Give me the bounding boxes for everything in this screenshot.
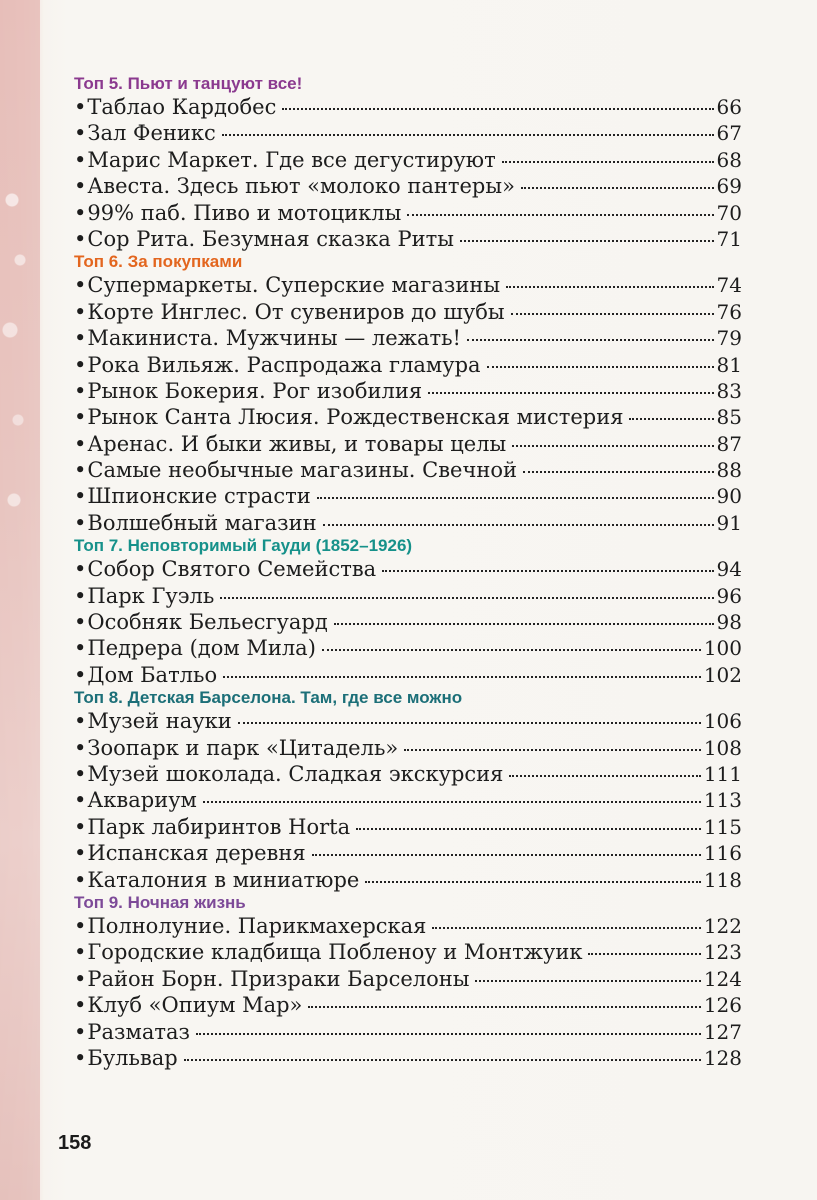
toc-entry[interactable] <box>74 431 742 457</box>
entry-title: Район Борн. Призраки Барселоны <box>87 966 470 991</box>
dot-leader <box>404 749 701 751</box>
entry-title: Авеста. Здесь пьют «молоко пантеры» <box>87 174 515 199</box>
bullet-icon: • <box>74 378 87 403</box>
toc-entry[interactable] <box>74 404 742 430</box>
toc-entry[interactable] <box>74 457 742 483</box>
bullet-icon: • <box>74 761 87 786</box>
dot-leader <box>365 881 700 883</box>
entry-title: Музей науки <box>87 709 232 734</box>
entry-page-number: 85 <box>716 405 742 430</box>
entry-title: Макиниста. Мужчины — лежать! <box>87 326 461 351</box>
entry-page-number: 68 <box>716 147 742 172</box>
entry-title: Испанская деревня <box>87 841 306 866</box>
entry-page-number: 122 <box>703 913 742 938</box>
toc-entry[interactable] <box>74 867 742 893</box>
toc-section <box>74 536 742 688</box>
dot-leader <box>521 187 714 189</box>
dot-leader <box>512 445 713 447</box>
toc-entry[interactable] <box>74 840 742 866</box>
dot-leader <box>223 676 701 678</box>
dot-leader <box>184 1059 701 1061</box>
entry-title: Бульвар <box>87 1045 178 1070</box>
dot-leader <box>203 801 701 803</box>
entry-title: Музей шоколада. Сладкая экскурсия <box>87 761 504 786</box>
bullet-icon: • <box>74 299 87 324</box>
entry-page-number: 98 <box>716 610 742 635</box>
entry-title: Городские кладбища Побленоу и Монтжуик <box>87 940 583 965</box>
bullet-icon: • <box>74 993 87 1018</box>
entry-page-number: 67 <box>716 121 742 146</box>
toc-entry[interactable] <box>74 735 742 761</box>
toc-entry[interactable] <box>74 913 742 939</box>
entry-title: Парк лабиринтов Horta <box>87 814 351 839</box>
entry-page-number: 113 <box>703 788 742 813</box>
entry-page-number: 71 <box>716 226 742 251</box>
dot-leader <box>460 240 714 242</box>
dot-leader <box>467 339 714 341</box>
bullet-icon: • <box>74 121 87 146</box>
entry-page-number: 76 <box>716 299 742 324</box>
section-title: Топ 6. За покупками <box>74 252 243 272</box>
toc-section <box>74 688 742 893</box>
dot-leader <box>629 418 713 420</box>
entry-title: Рынок Санта Люсия. Рождественская мистерия <box>87 405 624 430</box>
entry-page-number: 127 <box>703 1019 742 1044</box>
toc-entry[interactable] <box>74 483 742 509</box>
bullet-icon: • <box>74 735 87 760</box>
dot-leader <box>334 623 714 625</box>
dot-leader <box>196 1033 701 1035</box>
entry-page-number: 118 <box>703 867 742 892</box>
entry-page-number: 79 <box>716 326 742 351</box>
entry-page-number: 108 <box>703 735 742 760</box>
toc-entry[interactable] <box>74 226 742 252</box>
bullet-icon: • <box>74 1045 87 1070</box>
entry-title: Особняк Бельесгуард <box>87 610 328 635</box>
entry-title: Корте Инглес. От сувениров до шубы <box>87 299 505 324</box>
bullet-icon: • <box>74 147 87 172</box>
bullet-icon: • <box>74 662 87 687</box>
bullet-icon: • <box>74 814 87 839</box>
toc-entry[interactable] <box>74 662 742 688</box>
entry-page-number: 115 <box>703 814 742 839</box>
toc-entry[interactable] <box>74 325 742 351</box>
entry-page-number: 74 <box>716 273 742 298</box>
bullet-icon: • <box>74 174 87 199</box>
toc-entry[interactable] <box>74 1019 742 1045</box>
dot-leader <box>511 313 714 315</box>
bullet-icon: • <box>74 940 87 965</box>
page-number: 158 <box>58 1132 92 1154</box>
table-of-contents <box>74 74 742 1071</box>
dot-leader <box>282 108 713 110</box>
bullet-icon: • <box>74 557 87 582</box>
bullet-icon: • <box>74 273 87 298</box>
entry-page-number: 66 <box>716 95 742 119</box>
toc-entry[interactable] <box>74 609 742 635</box>
entry-title: Зал Феникс <box>87 121 216 146</box>
bullet-icon: • <box>74 709 87 734</box>
toc-section <box>74 252 742 536</box>
bullet-icon: • <box>74 636 87 661</box>
bullet-icon: • <box>74 867 87 892</box>
toc-entry[interactable] <box>74 352 742 378</box>
entry-page-number: 124 <box>703 966 742 991</box>
dot-leader <box>317 497 714 499</box>
bullet-icon: • <box>74 95 87 119</box>
bullet-icon: • <box>74 788 87 813</box>
entry-title: Аквариум <box>87 788 197 813</box>
dot-leader <box>588 953 700 955</box>
toc-entry[interactable] <box>74 787 742 813</box>
toc-entry[interactable] <box>74 583 742 609</box>
entry-title: Рока Вильяж. Распродажа гламура <box>87 352 481 377</box>
toc-entry[interactable] <box>74 939 742 965</box>
entry-title: Супермаркеты. Суперские магазины <box>87 273 501 298</box>
toc-entry[interactable] <box>74 94 742 120</box>
bullet-icon: • <box>74 226 87 251</box>
bullet-icon: • <box>74 352 87 377</box>
dot-leader <box>428 392 713 394</box>
entry-title: Разматаз <box>87 1019 190 1044</box>
decorative-left-strip <box>0 0 40 1200</box>
entry-page-number: 90 <box>716 484 742 509</box>
entry-page-number: 94 <box>716 557 742 582</box>
bullet-icon: • <box>74 966 87 991</box>
entry-title: Марис Маркет. Где все дегустируют <box>87 147 496 172</box>
entry-title: Клуб «Опиум Мар» <box>87 993 303 1018</box>
toc-entry[interactable] <box>74 272 742 298</box>
toc-entry[interactable] <box>74 814 742 840</box>
bullet-icon: • <box>74 841 87 866</box>
entry-title: Таблао Кардобес <box>87 95 277 119</box>
toc-section <box>74 74 742 252</box>
entry-page-number: 123 <box>703 940 742 965</box>
entry-page-number: 100 <box>703 636 742 661</box>
bullet-icon: • <box>74 458 87 483</box>
entry-title: Парк Гуэль <box>87 583 215 608</box>
section-title: Топ 8. Детская Барселона. Там, где все можно <box>74 688 463 708</box>
toc-entry[interactable] <box>74 173 742 199</box>
entry-page-number: 126 <box>703 993 742 1018</box>
entry-page-number: 91 <box>716 510 742 535</box>
entry-title: Педрера (дом Мила) <box>87 636 316 661</box>
bullet-icon: • <box>74 431 87 456</box>
dot-leader <box>475 980 700 982</box>
entry-page-number: 96 <box>716 583 742 608</box>
dot-leader <box>356 828 701 830</box>
toc-entry[interactable] <box>74 510 742 536</box>
dot-leader <box>322 649 701 651</box>
entry-page-number: 102 <box>703 662 742 687</box>
entry-title: Полнолуние. Парикмахерская <box>87 913 427 938</box>
entry-page-number: 83 <box>716 378 742 403</box>
toc-entry[interactable] <box>74 120 742 146</box>
entry-title: Каталония в миниатюре <box>87 867 360 892</box>
section-title: Топ 5. Пьют и танцуют все! <box>74 74 303 93</box>
entry-title: Зоопарк и парк «Цитадель» <box>87 735 399 760</box>
entry-title: 99% паб. Пиво и мотоциклы <box>87 200 402 225</box>
toc-entry[interactable] <box>74 200 742 226</box>
toc-entry[interactable] <box>74 299 742 325</box>
dot-leader <box>523 471 714 473</box>
dot-leader <box>312 854 701 856</box>
entry-title: Собор Святого Семейства <box>87 557 377 582</box>
entry-title: Рынок Бокерия. Рог изобилия <box>87 378 423 403</box>
toc-section <box>74 893 742 1071</box>
dot-leader <box>487 366 714 368</box>
toc-entry[interactable] <box>74 992 742 1018</box>
entry-title: Сор Рита. Безумная сказка Риты <box>87 226 454 251</box>
entry-title: Аренас. И быки живы, и товары целы <box>87 431 507 456</box>
toc-entry[interactable] <box>74 1045 742 1071</box>
entry-page-number: 69 <box>716 174 742 199</box>
dot-leader <box>382 570 713 572</box>
entry-page-number: 106 <box>703 709 742 734</box>
entry-title: Дом Батльо <box>87 662 218 687</box>
section-title: Топ 7. Неповторимый Гауди (1852–1926) <box>74 536 413 556</box>
toc-entry[interactable] <box>74 556 742 582</box>
entry-title: Волшебный магазин <box>87 510 317 535</box>
bullet-icon: • <box>74 510 87 535</box>
entry-page-number: 87 <box>716 431 742 456</box>
entry-page-number: 70 <box>716 200 742 225</box>
toc-entry[interactable] <box>74 378 742 404</box>
dot-leader <box>323 524 714 526</box>
bullet-icon: • <box>74 610 87 635</box>
bullet-icon: • <box>74 405 87 430</box>
dot-leader <box>509 775 700 777</box>
toc-entry[interactable] <box>74 761 742 787</box>
dot-leader <box>432 927 700 929</box>
entry-page-number: 88 <box>716 458 742 483</box>
bullet-icon: • <box>74 583 87 608</box>
entry-title: Шпионские страсти <box>87 484 311 509</box>
bullet-icon: • <box>74 326 87 351</box>
toc-entry[interactable] <box>74 635 742 661</box>
bullet-icon: • <box>74 200 87 225</box>
entry-page-number: 116 <box>703 841 742 866</box>
entry-page-number: 128 <box>703 1045 742 1070</box>
dot-leader <box>220 597 713 599</box>
dot-leader <box>506 286 714 288</box>
entry-page-number: 81 <box>716 352 742 377</box>
bullet-icon: • <box>74 913 87 938</box>
toc-entry[interactable] <box>74 708 742 734</box>
section-title: Топ 9. Ночная жизнь <box>74 892 246 912</box>
dot-leader <box>308 1006 700 1008</box>
dot-leader <box>407 214 713 216</box>
bullet-icon: • <box>74 484 87 509</box>
bullet-icon: • <box>74 1019 87 1044</box>
entry-page-number: 111 <box>703 761 742 786</box>
toc-entry[interactable] <box>74 966 742 992</box>
dot-leader <box>238 722 701 724</box>
entry-title: Самые необычные магазины. Свечной <box>87 458 517 483</box>
dot-leader <box>502 161 714 163</box>
toc-entry[interactable] <box>74 147 742 173</box>
dot-leader <box>222 134 714 136</box>
